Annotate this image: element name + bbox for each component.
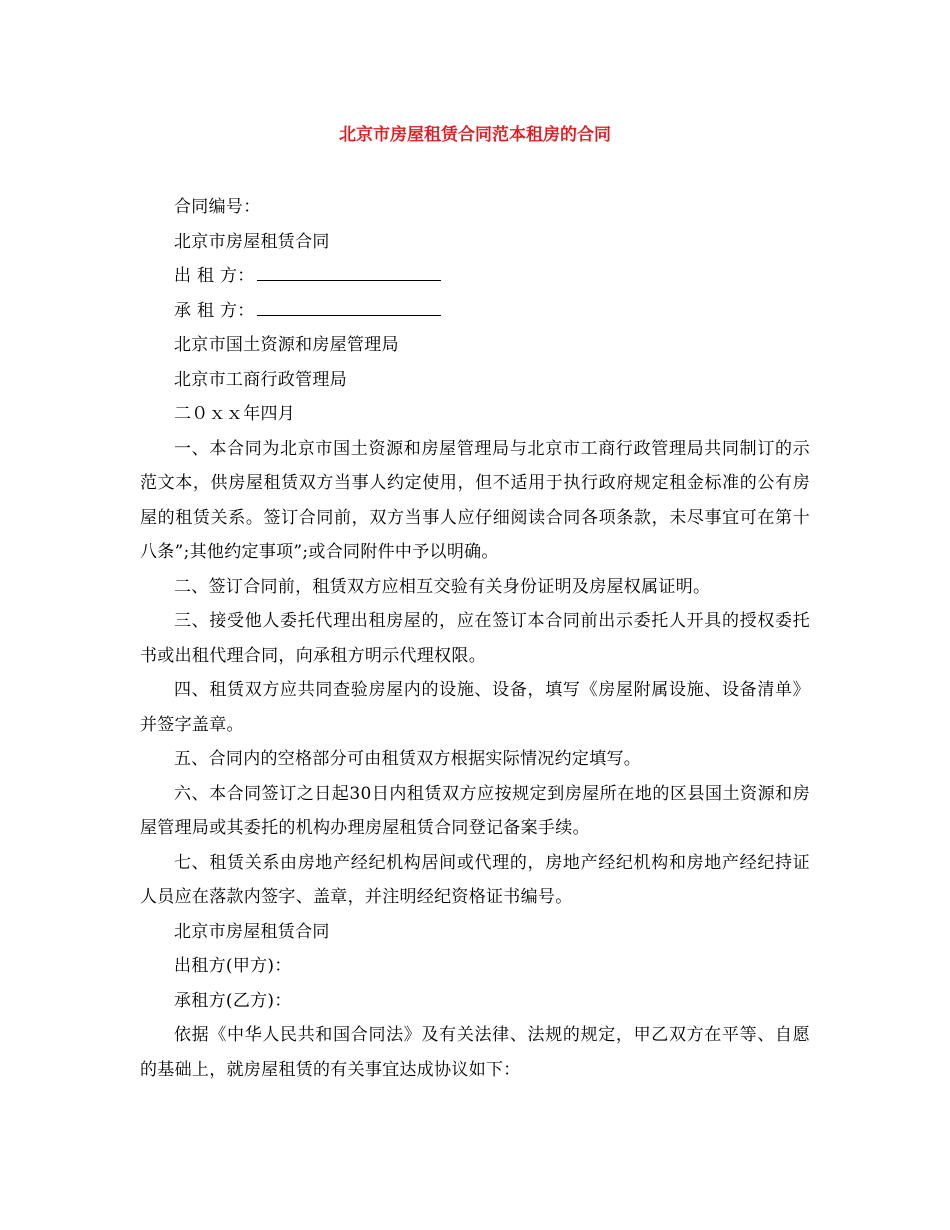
contract-number-label: 合同编号：: [174, 197, 261, 217]
lessor-label: 出 租 方：: [174, 266, 255, 286]
contract-name-line: 北京市房屋租赁合同: [174, 231, 330, 252]
note-paragraph-4: 四、租赁双方应共同查验房屋内的设施、设备，填写《房屋附属设施、设备清单》并签字盖章。: [140, 680, 810, 735]
note-paragraph-3: 三、接受他人委托代理出租房屋的，应在签订本合同前出示委托人开具的授权委托书或出租代理合同，向承租方明示代理权限。: [140, 611, 810, 666]
party-b-label: 承租方(乙方)：: [174, 990, 292, 1011]
note-paragraph-5: 五、合同内的空格部分可由租赁双方根据实际情况约定填写。: [174, 749, 642, 769]
issue-date: 二０ｘｘ年四月: [174, 404, 296, 424]
lessee-blank-line: [257, 297, 441, 316]
note-paragraph-2: 二、签订合同前，租赁双方应相互交验有关身份证明及房屋权属证明。: [174, 576, 711, 597]
document-body: [140, 190, 810, 1087]
issuer-line-2: 北京市工商行政管理局: [174, 369, 347, 390]
lessor-row: [140, 259, 810, 294]
lessee-row: [140, 294, 810, 329]
lessee-label: 承 租 方：: [174, 300, 255, 321]
note-paragraph-1: 一、本合同为北京市国土资源和房屋管理局与北京市工商行政管理局共同制订的示范文本，供房屋租赁双方当事人约定使用，但不适用于执行政府规定租金标准的公有房屋的租赁关系。签订合同前，双方当事人应仔细阅读合同各项条款，未尽事宜可在第十八条”;其他约定事项”;或合同附件中予以明确。: [140, 438, 810, 562]
document-title: 北京市房屋租赁合同范本租房的合同: [339, 125, 611, 145]
party-a-label: 出租方(甲方)：: [174, 956, 292, 976]
contract-section-title: 北京市房屋租赁合同: [174, 921, 330, 942]
note-paragraph-6: 六、本合同签订之日起30日内租赁双方应按规定到房屋所在地的区县国土资源和房屋管理局或其委托的机构办理房屋租赁合同登记备案手续。: [140, 783, 810, 838]
issuer-line-1: 北京市国土资源和房屋管理局: [174, 335, 399, 355]
note-paragraph-7: 七、租赁关系由房地产经纪机构居间或代理的，房地产经纪机构和房地产经纪持证人员应在落款内签字、盖章，并注明经纪资格证书编号。: [140, 852, 810, 907]
contract-preamble: 依据《中华人民共和国合同法》及有关法律、法规的规定，甲乙双方在平等、自愿的基础上，就房屋租赁的有关事宜达成协议如下：: [140, 1025, 810, 1080]
lessor-blank-line: [257, 262, 441, 281]
